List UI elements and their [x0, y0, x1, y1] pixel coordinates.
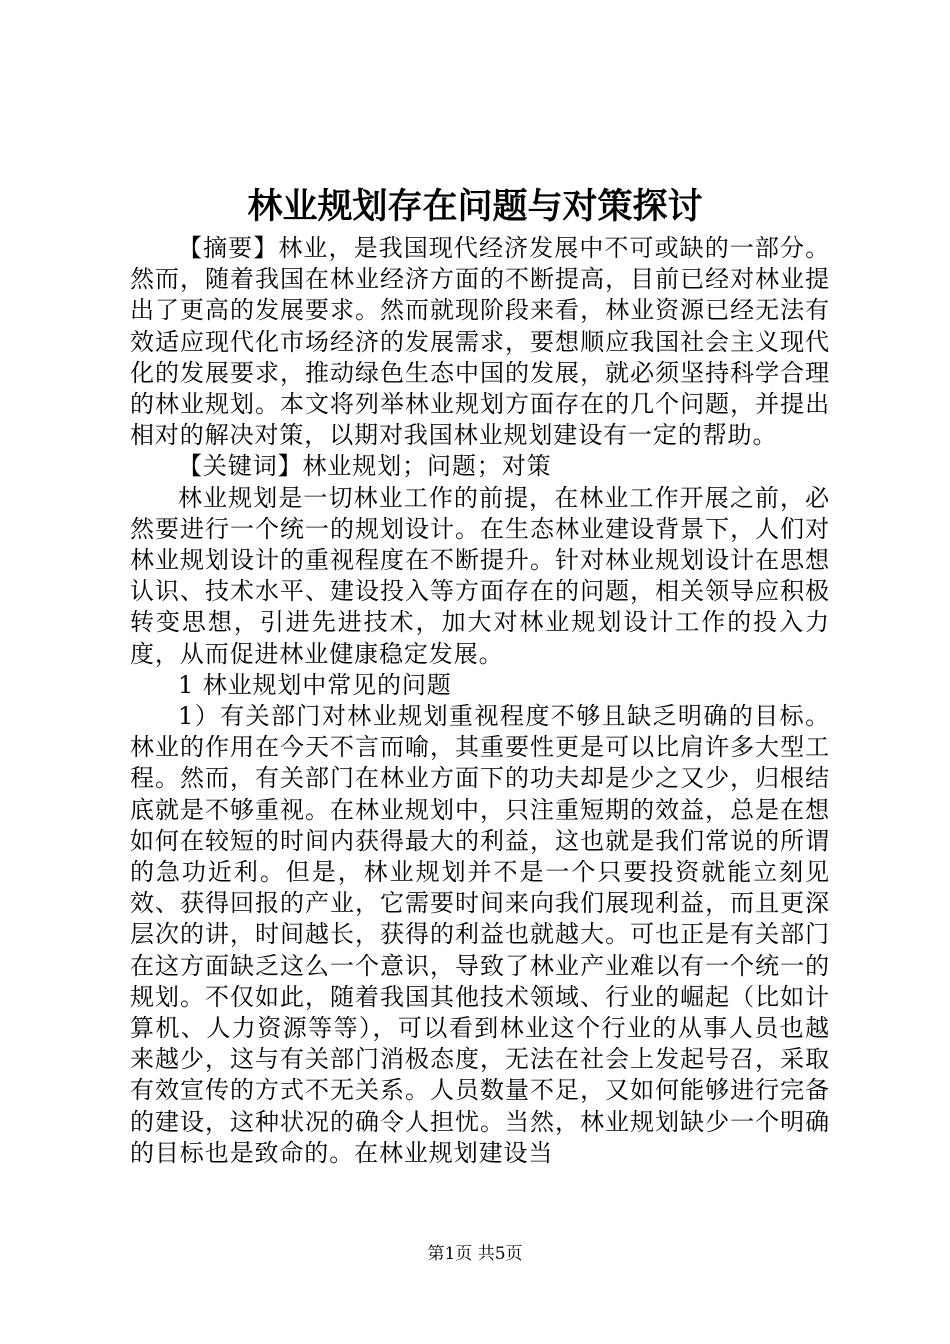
- keywords-paragraph: 【关键词】林业规划；问题；对策: [178, 452, 552, 481]
- intro-paragraph: 林业规划是一切林业工作的前提，在林业工作开展之前，必然要进行一个统一的规划设计。在生态林业建设背景下，人们对林业规划设计的重视程度在不断提升。针对林业规划设计在思想认识、技术水平、建设投入等方面存在的问题，相关领导应积极转变思想，引进先进技术，加大对林业规划设计工作的投入力度，从而促进林业健康稳定发展。: [130, 483, 830, 668]
- abstract-paragraph: 【摘要】林业，是我国现代经济发展中不可或缺的一部分。然而，随着我国在林业经济方面的不断提高，目前已经对林业提出了更高的发展要求。然而就现阶段来看，林业资源已经无法有效适应现代化市场经济的发展需求，要想顺应我国社会主义现代化的发展要求，推动绿色生态中国的发展，就必须坚持科学合理的林业规划。本文将列举林业规划方面存在的几个问题，并提出相对的解决对策，以期对我国林业规划建设有一定的帮助。: [130, 234, 830, 450]
- page-footer: 第1页 共5页: [427, 1244, 523, 1264]
- document-title: 林业规划存在问题与对策探讨: [247, 186, 703, 227]
- body-paragraph: 1）有关部门对林业规划重视程度不够且缺乏明确的目标。林业的作用在今天不言而喻，其重要性更是可以比肩许多大型工程。然而，有关部门在林业方面下的功夫却是少之又少，归根结底就是不够重视。在林业规划中，只注重短期的效益，总是在想如何在较短的时间内获得最大的利益，这也就是我们常说的所谓的急功近利。但是，林业规划并不是一个只要投资就能立刻见效、获得回报的产业，它需要时间来向我们展现利益，而且更深层次的讲，时间越长，获得的利益也就越大。可也正是有关部门在这方面缺乏这么一个意识，导致了林业产业难以有一个统一的规划。不仅如此，随着我国其他技术领域、行业的崛起（比如计算机、人力资源等等），可以看到林业这个行业的从事人员也越来越少，这与有关部门消极态度，无法在社会上发起号召，采取有效宣传的方式不无关系。人员数量不足，又如何能够进行完备的建设，这种状况的确令人担忧。当然，林业规划缺少一个明确的目标也是致命的。在林业规划建设当: [130, 702, 830, 1167]
- section-heading: 1 林业规划中常见的问题: [178, 670, 452, 699]
- document-body: [130, 233, 830, 1169]
